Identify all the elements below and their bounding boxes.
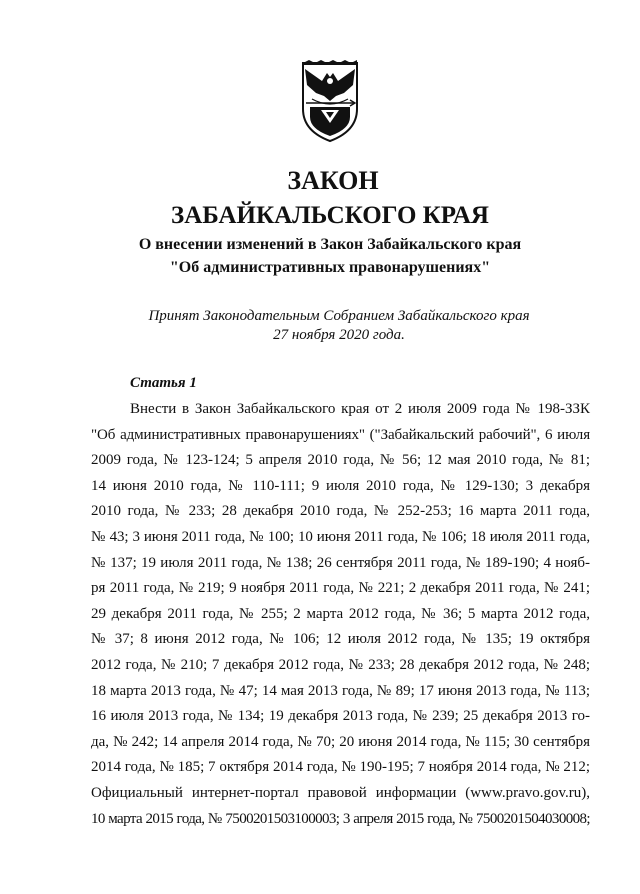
article-line: ря 2011 года, № 219; 9 ноября 2011 года, № 221; 2 декабря 2011 года, № 241; — [91, 580, 590, 597]
article-line: 18 марта 2013 года, № 47; 14 мая 2013 года, № 89; 17 июня 2013 года, № 113; — [91, 682, 590, 699]
article-line: Официальный интернет-портал правовой информации (www.pravo.gov.ru), — [91, 784, 590, 801]
article-line: 14 июня 2010 года, № 110-111; 9 июля 2010 года, № 129-130; 3 декабря — [91, 477, 590, 494]
article-line: № 137; 19 июля 2011 года, № 138; 26 сентября 2011 года, № 189-190; 4 нояб- — [91, 554, 590, 571]
law-subtitle-line-2: "Об административных правонарушениях" — [169, 259, 491, 276]
adoption-date: 27 ноября 2020 года. — [273, 327, 405, 343]
eagle-head — [327, 78, 333, 84]
article-line: 29 декабря 2011 года, № 255; 2 марта 2012 года, № 36; 5 марта 2012 года, — [91, 605, 590, 622]
article-line: 2010 года, № 233; 28 декабря 2010 года, № 252-253; 16 марта 2011 года, — [91, 503, 590, 520]
adoption-note: Принят Законодательным Собранием Забайкальского края — [148, 308, 530, 324]
article-line: 16 июля 2013 года, № 134; 19 декабря 2013 года, № 239; 25 декабря 2013 го- — [91, 708, 590, 725]
article-line: да, № 242; 14 апреля 2014 года, № 70; 20 июня 2014 года, № 115; 30 сентября — [91, 733, 590, 750]
article-line: 2009 года, № 123-124; 5 апреля 2010 года, № 56; 12 мая 2010 года, № 81; — [91, 452, 590, 469]
article-line: 2014 года, № 185; 7 октября 2014 года, № 190-195; 7 ноября 2014 года, № 212; — [91, 759, 590, 776]
article-line: 2012 года, № 210; 7 декабря 2012 года, № 233; 28 декабря 2012 года, № 248; — [91, 656, 590, 673]
coat-of-arms-icon — [300, 59, 360, 143]
article-line: "Об административных правонарушениях" ("Забайкальский рабочий", 6 июля — [91, 426, 590, 443]
article-line: Внести в Закон Забайкальского края от 2 июля 2009 года № 198-ЗЗК — [130, 401, 590, 417]
article-line: № 37; 8 июня 2012 года, № 106; 12 июля 2012 года, № 135; 19 октября — [91, 631, 590, 648]
article-line: 10 марта 2015 года, № 7500201503100003; 3 апреля 2015 года, № 7500201504030008; — [91, 810, 590, 827]
region-name: ЗАБАЙКАЛЬСКОГО КРАЯ — [171, 202, 489, 229]
crown-band — [303, 60, 357, 65]
article-line: № 43; 3 июня 2011 года, № 100; 10 июня 2011 года, № 106; 18 июля 2011 года, — [91, 528, 590, 545]
law-subtitle-line-1: О внесении изменений в Закон Забайкальского края — [138, 236, 522, 253]
article-heading: Статья 1 — [130, 375, 197, 391]
law-title: ЗАКОН — [287, 166, 379, 195]
article-body — [91, 397, 590, 832]
